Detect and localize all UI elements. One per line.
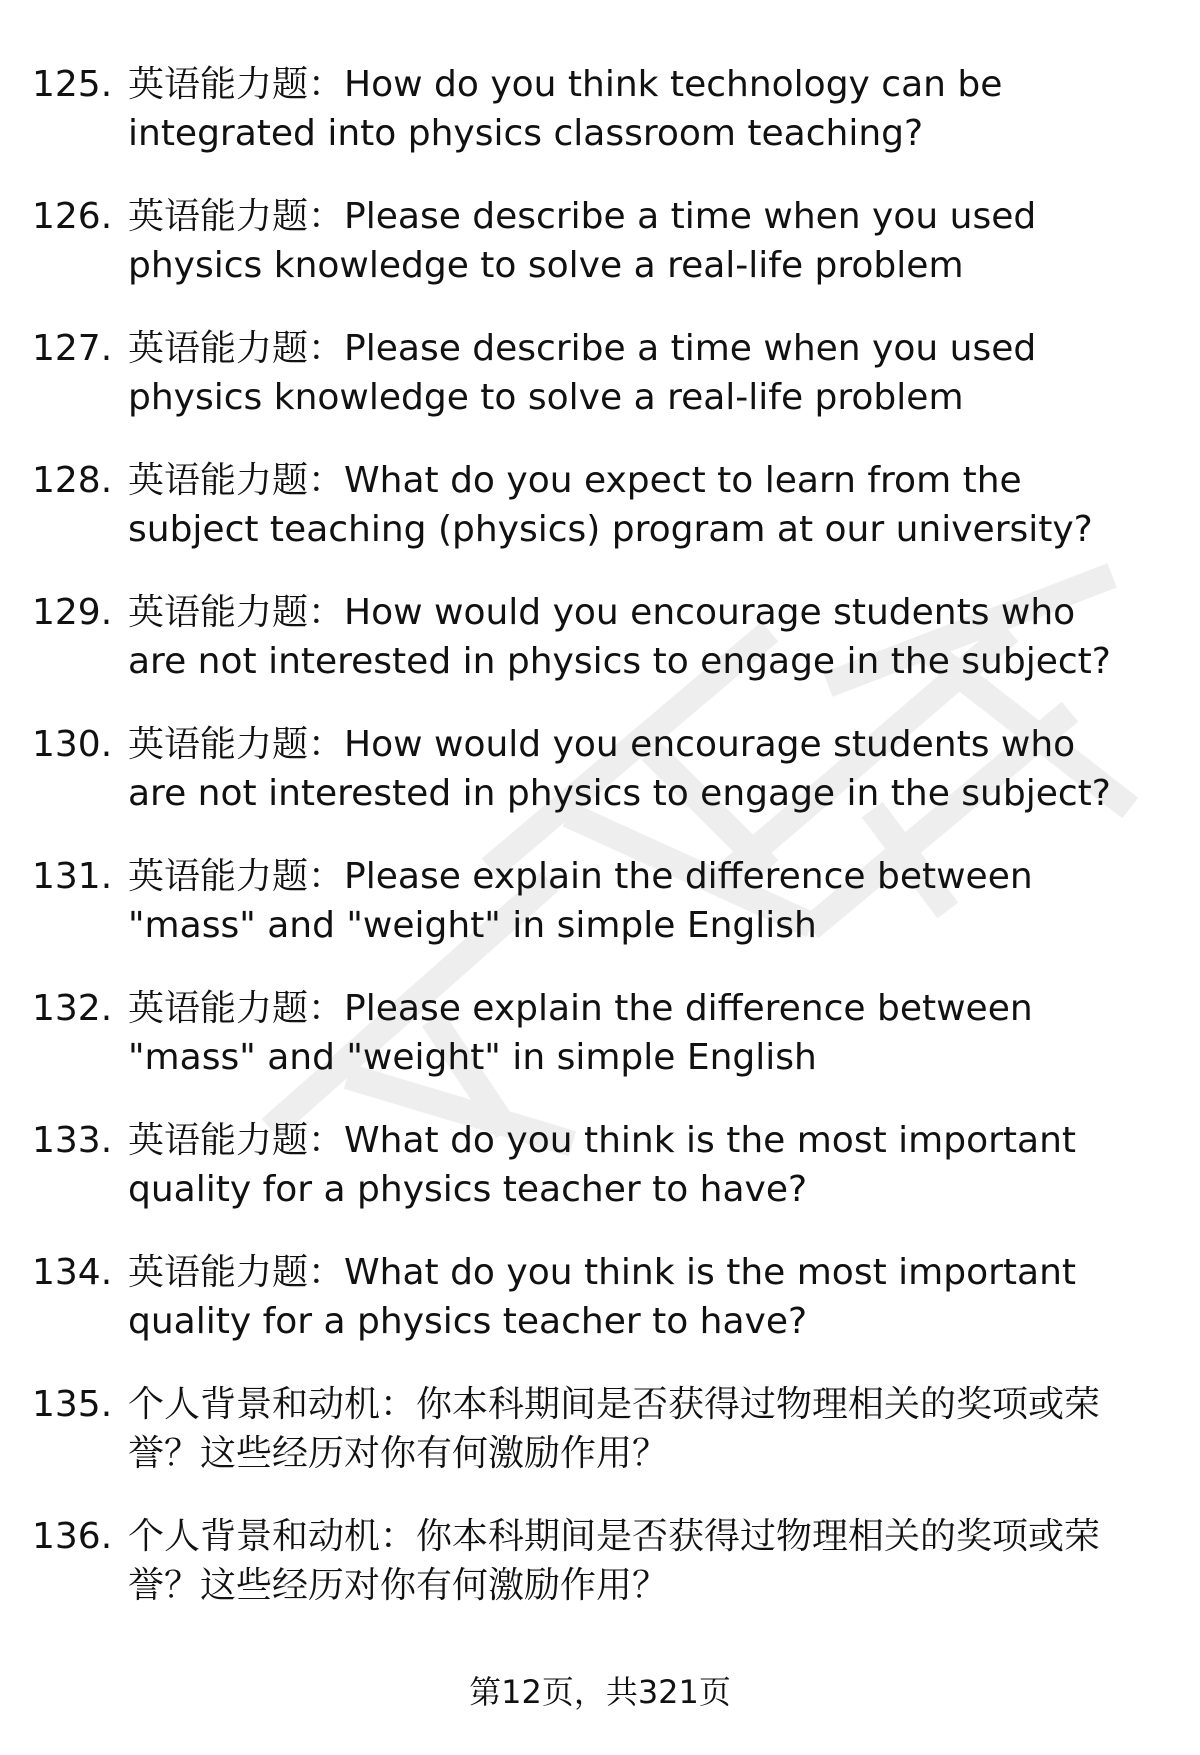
question-item xyxy=(0,847,1200,979)
question-number: 130. xyxy=(32,724,113,765)
question-number: 125. xyxy=(32,64,113,105)
question-number: 132. xyxy=(32,988,113,1029)
question-body xyxy=(128,324,1138,422)
question-separator: ： xyxy=(308,328,345,369)
question-separator: ： xyxy=(380,1516,417,1557)
question-number: 126. xyxy=(32,196,113,237)
question-item xyxy=(0,55,1200,187)
question-category: 英语能力题 xyxy=(128,328,309,369)
question-number: 135. xyxy=(32,1384,113,1425)
question-separator: ： xyxy=(308,724,345,765)
question-text: 你本科期间是否获得过物理相关的奖项或荣誉？这些经历对你有何激励作用？ xyxy=(128,1384,1101,1474)
question-separator: ： xyxy=(308,64,345,105)
question-text: Please explain the difference between "mass" and "weight" in simple English xyxy=(128,988,1033,1078)
question-number: 128. xyxy=(32,460,113,501)
question-body xyxy=(128,456,1138,554)
question-body xyxy=(128,1380,1138,1478)
question-text: 你本科期间是否获得过物理相关的奖项或荣誉？这些经历对你有何激励作用？ xyxy=(128,1516,1101,1606)
question-separator: ： xyxy=(308,196,345,237)
question-text: Please explain the difference between "mass" and "weight" in simple English xyxy=(128,856,1033,946)
question-category: 英语能力题 xyxy=(128,64,309,105)
question-number: 134. xyxy=(32,1252,113,1293)
question-separator: ： xyxy=(308,1120,345,1161)
question-item xyxy=(0,319,1200,451)
question-list xyxy=(0,55,1200,1639)
question-number: 127. xyxy=(32,328,113,369)
question-body xyxy=(128,192,1138,290)
question-body xyxy=(128,720,1138,818)
page-footer: 第12页，共321页 xyxy=(469,1673,731,1711)
question-text: What do you think is the most important quality for a physics teacher to have? xyxy=(128,1120,1077,1210)
question-separator: ： xyxy=(308,460,345,501)
question-separator: ： xyxy=(308,1252,345,1293)
question-body xyxy=(128,60,1138,158)
question-item xyxy=(0,187,1200,319)
question-text: Please describe a time when you used physics knowledge to solve a real-life problem xyxy=(128,196,1037,286)
question-body xyxy=(128,1116,1138,1214)
question-text: What do you think is the most important quality for a physics teacher to have? xyxy=(128,1252,1077,1342)
question-separator: ： xyxy=(308,592,345,633)
question-category: 英语能力题 xyxy=(128,724,309,765)
question-body xyxy=(128,852,1138,950)
question-item xyxy=(0,1243,1200,1375)
question-category: 英语能力题 xyxy=(128,988,309,1029)
question-number: 129. xyxy=(32,592,113,633)
question-item xyxy=(0,1375,1200,1507)
question-separator: ： xyxy=(308,856,345,897)
question-number: 136. xyxy=(32,1516,113,1557)
question-item xyxy=(0,1111,1200,1243)
question-number: 133. xyxy=(32,1120,113,1161)
question-category: 英语能力题 xyxy=(128,1120,309,1161)
question-item xyxy=(0,979,1200,1111)
question-category: 英语能力题 xyxy=(128,1252,309,1293)
question-body xyxy=(128,1512,1138,1610)
question-separator: ： xyxy=(380,1384,417,1425)
question-category: 英语能力题 xyxy=(128,460,309,501)
question-text: Please describe a time when you used physics knowledge to solve a real-life problem xyxy=(128,328,1037,418)
question-item xyxy=(0,583,1200,715)
question-text: What do you expect to learn from the subject teaching (physics) program at our university? xyxy=(128,460,1093,550)
question-body xyxy=(128,588,1138,686)
question-text: How would you encourage students who are not interested in physics to engage in the subject? xyxy=(128,592,1111,682)
question-category: 个人背景和动机 xyxy=(128,1516,381,1557)
question-category: 英语能力题 xyxy=(128,592,309,633)
question-separator: ： xyxy=(308,988,345,1029)
question-body xyxy=(128,984,1138,1082)
question-item xyxy=(0,715,1200,847)
question-category: 个人背景和动机 xyxy=(128,1384,381,1425)
question-category: 英语能力题 xyxy=(128,856,309,897)
question-number: 131. xyxy=(32,856,113,897)
question-text: How would you encourage students who are not interested in physics to engage in the subject? xyxy=(128,724,1111,814)
question-item xyxy=(0,1507,1200,1639)
question-text: How do you think technology can be integrated into physics classroom teaching? xyxy=(128,64,1003,154)
question-category: 英语能力题 xyxy=(128,196,309,237)
question-item xyxy=(0,451,1200,583)
question-body xyxy=(128,1248,1138,1346)
